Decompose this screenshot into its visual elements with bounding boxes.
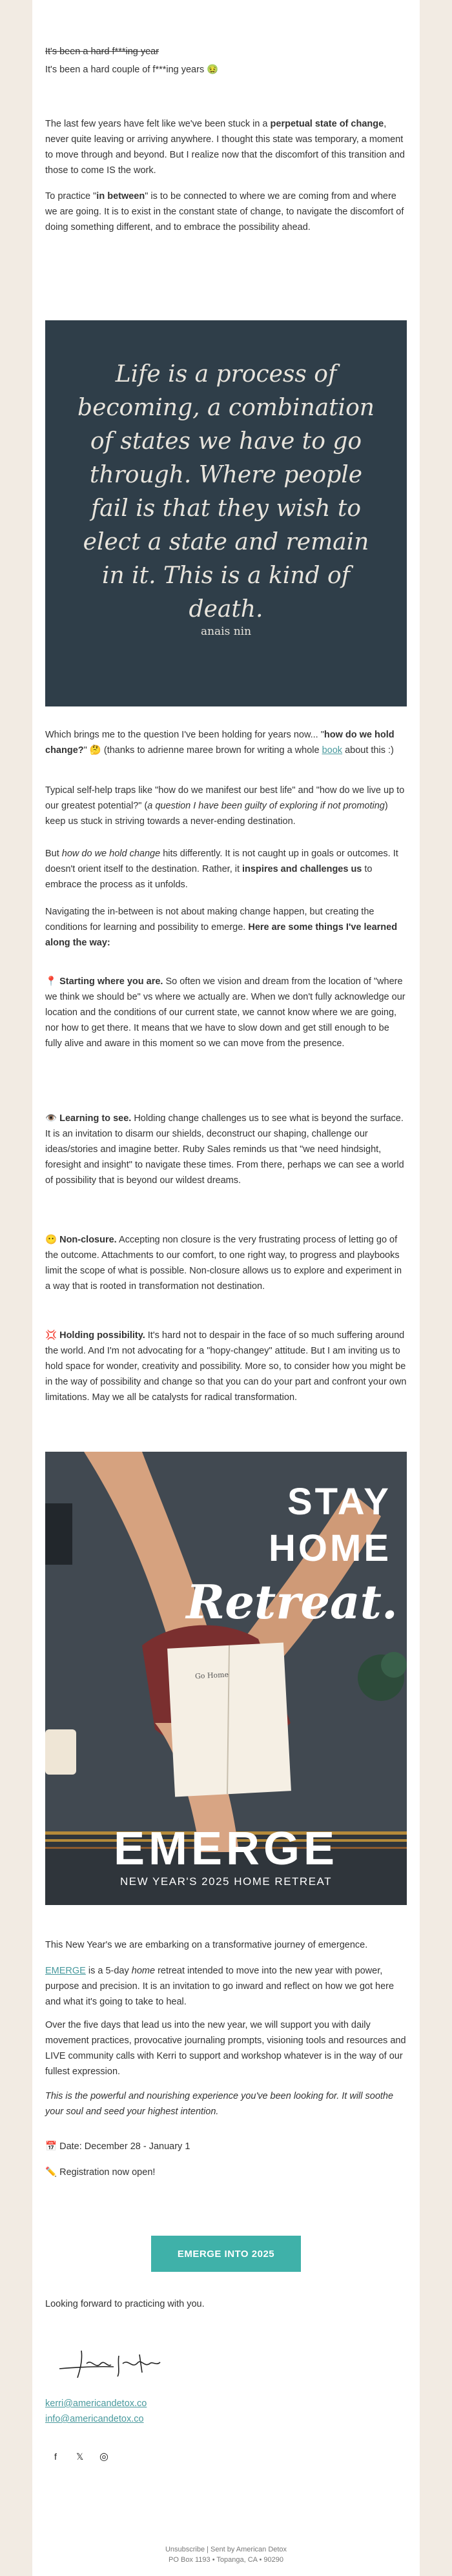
pencil-icon: ✏️ [45, 2167, 57, 2178]
retreat-banner-image[interactable] [45, 1452, 407, 1905]
paragraph-4: Typical self-help traps like "how do we manifest our best life" and "how do we live up to our greatest potential?" (a question I have been guilty of exploring if not promoting) keep us stuck in striving towards a never-ending destination. [45, 785, 405, 827]
retreat-emerge-text: EMERGE [113, 1823, 339, 1875]
retreat-subtitle: NEW YEAR'S 2025 HOME RETREAT [119, 1875, 333, 1888]
contact-emails [45, 2396, 407, 2427]
retreat-script-text: Retreat. [186, 1574, 398, 1629]
paragraph-2: To practice "in between" is to be connected to where we are coming from and where we are going. It is to exist in the constant state of change, to navigate the discomfort of doing something different, and to embrace the possibility ahead. [45, 191, 404, 232]
pin-icon: 📍 [45, 976, 57, 987]
paragraph-9: Over the five days that lead us into the new year, we will support you with daily movement practices, provocative journaling prompts, visioning tools and resources and LIVE community calls with Kerri to support and workshop whatever is in the way of our fullest expression. [45, 2020, 406, 2077]
face-icon: 😶 [45, 1235, 57, 1245]
email-link-kerri[interactable]: kerri@americandetox.co [45, 2398, 147, 2409]
emerge-cta-button[interactable]: EMERGE INTO 2025 [151, 2236, 301, 2272]
facebook-icon[interactable]: f [54, 2451, 57, 2462]
instagram-icon[interactable]: ◎ [99, 2451, 108, 2462]
calendar-icon: 📅 [45, 2141, 57, 2152]
eye-icon: 👁️ [45, 1113, 57, 1124]
signature-image [56, 2344, 185, 2383]
point-3: 😶 Non-closure. Accepting non closure is the very frustrating process of letting go of the outcome. Attachments to our comfort, to one right way, to progress and playbooks limit the scope of what is possible. Non-closure allows us to explore and experiment in a way that is rooted in transformation not destination. [45, 1235, 402, 1292]
struck-headline: It's been a hard f***ing year [45, 46, 159, 57]
footer-address: PO Box 1193 • Topanga, CA • 90290 [169, 2556, 283, 2564]
closing-line: Looking forward to practicing with you. [45, 2299, 205, 2309]
email-body [32, 0, 420, 2576]
registration-note: ✏️ Registration now open! [45, 2167, 156, 2178]
quote-card [45, 320, 407, 706]
paragraph-8: EMERGE is a 5-day home retreat intended to move into the new year with power, purpose and precision. It is an invitation to go inward and reflect on how we got here and what it's going to take to heal. [45, 1966, 395, 2007]
paragraph-5: But how do we hold change hits differently. It is not caught up in goals or outcomes. It doesn't orient itself to the destination. Rather, it inspires and challenges us to embrace the process as it unfolds. [45, 849, 398, 890]
point-4: 💢 Holding possibility. It's hard not to despair in the face of so much suffering around the world. And I'm not advocating for a "hopy-changey" attitude. But I am inviting us to hold space for wonder, creativity and possibility. More so, to consider how you might be in the way of possibility and change so that you can do your part and confront your own limitations. May we all be catalysts for radical transformation. [45, 1330, 407, 1403]
subheadline: It's been a hard couple of f***ing years 🤢 [45, 65, 219, 75]
retreat-stay-text: STAY [287, 1481, 391, 1523]
quote-author: anais nin [200, 625, 252, 638]
event-date: 📅 Date: December 28 - January 1 [45, 2141, 190, 2152]
quote-text: Life is a process of becoming, a combination of states we have to go through. Where people fail is that they wish to elect a state and remain in it. This is a kind of death. [77, 361, 375, 623]
paragraph-7: This New Year's we are embarking on a transformative journey of emergence. [45, 1940, 368, 1950]
point-1: 📍 Starting where you are. So often we vision and dream from the location of "where we think we should be" vs where we actually are. When we don't fully acknowledge our location and the conditions of our current state, we cannot know where we are going, nor how to get there. It means that we have to slow down and get still enough to be fully alive and aware in this moment so we can move from the presence. [45, 976, 406, 1049]
footer-unsubscribe-line[interactable]: Unsubscribe | Sent by American Detox [165, 2546, 287, 2553]
paragraph-3: Which brings me to the question I've been holding for years now... "how do we hold change?" 🤔 (thanks to adrienne maree brown for writing a whole book about this :) [45, 730, 395, 756]
book-heading: Go Home [194, 1670, 229, 1681]
point-2: 👁️ Learning to see. Holding change challenges us to see what is beyond the surface. It is an invitation to disarm our shields, deconstruct our shaping, challenge our ideas/stories and imagine better. Ruby Sales reminds us that "we need hindsight, foresight and insight" to navigate these times. From there, perhaps we can see a world of possibility that is beyond our wildest dreams. [45, 1113, 404, 1186]
paragraph-10: This is the powerful and nourishing experience you've been looking for. It will soothe your soul and seed your highest intention. [45, 2091, 394, 2117]
emerge-link[interactable]: EMERGE [45, 1966, 86, 1976]
paragraph-6: Navigating the in-between is not about making change happen, but creating the conditions for learning and possibility to emerge. Here are some things I've learned along the way: [45, 907, 398, 948]
footer [32, 2544, 420, 2565]
book-link[interactable]: book [322, 745, 343, 756]
email-link-info[interactable]: info@americandetox.co [45, 2414, 144, 2424]
twitter-icon[interactable]: 𝕏 [76, 2451, 84, 2462]
retreat-home-text: HOME [269, 1527, 391, 1569]
paragraph-1: The last few years have felt like we've been stuck in a perpetual state of change, never quite leaving or arriving anywhere. I thought this state was temporary, a moment to move through and beyond. But I realize now that the discomfort of this transition and those to come IS the work. [45, 119, 405, 176]
anger-icon: 💢 [45, 1330, 57, 1341]
intro [45, 44, 407, 77]
